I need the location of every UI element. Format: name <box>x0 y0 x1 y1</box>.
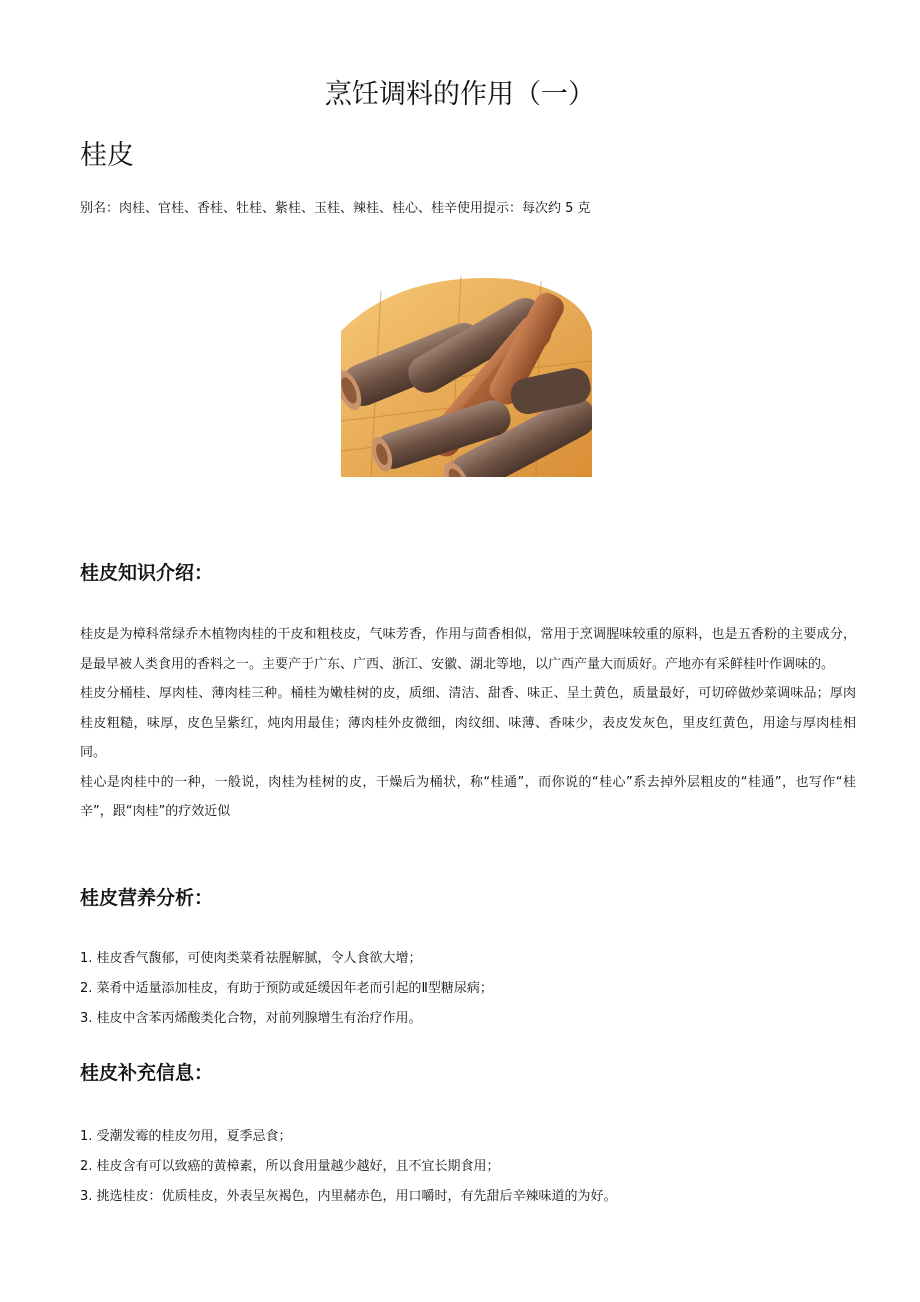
list-item: 2. 菜肴中适量添加桂皮，有助于预防或延缓因年老而引起的Ⅱ型糖尿病； <box>80 981 493 996</box>
intro-paragraph: 桂皮分桶桂、厚肉桂、薄肉桂三种。桶桂为嫩桂树的皮，质细、清洁、甜香、味正、呈土黄色，质量最好，可切碎做炒菜调味品；厚肉桂皮粗糙，味厚，皮色呈紫红，炖肉用最佳；薄肉桂外皮微细，肉纹细、味薄、香味少，表皮发灰色，里皮红黄色，用途与厚肉桂相同。 <box>80 686 856 760</box>
main-heading: 桂皮 <box>80 140 134 171</box>
list-item: 2. 桂皮含有可以致癌的黄樟素，所以食用量越少越好，且不宜长期食用； <box>80 1159 500 1174</box>
intro-paragraph: 桂皮是为樟科常绿乔木植物肉桂的干皮和粗枝皮，气味芳香，作用与茴香相似，常用于烹调腥味较重的原料，也是五香粉的主要成分，是最早被人类食用的香料之一。主要产于广东、广西、浙江、安徽、湖北等地，以广西产量大而质好。产地亦有采鲜桂叶作调味的。 <box>80 627 856 672</box>
intro-heading: 桂皮知识介绍： <box>80 562 214 584</box>
list-item: 3. 桂皮中含苯丙烯酸类化合物，对前列腺增生有治疗作用。 <box>80 1011 422 1026</box>
supplement-heading: 桂皮补充信息： <box>80 1062 214 1084</box>
list-item: 1. 桂皮香气馥郁，可使肉类菜肴祛腥解腻，令人食欲大增； <box>80 951 422 966</box>
list-item: 3. 挑选桂皮：优质桂皮，外表呈灰褐色，内里赭赤色，用口嚼时，有先甜后辛辣味道的为好。 <box>80 1189 617 1204</box>
list-item: 1. 受潮发霉的桂皮勿用，夏季忌食； <box>80 1129 292 1144</box>
page-title: 烹饪调料的作用（一） <box>325 79 595 110</box>
alias-line: 别名：肉桂、官桂、香桂、牡桂、紫桂、玉桂、辣桂、桂心、桂辛使用提示：每次约 5 克 <box>80 201 591 216</box>
nutrition-list <box>80 944 850 1034</box>
intro-text <box>80 620 856 827</box>
supplement-list <box>80 1122 850 1212</box>
cinnamon-photo <box>341 271 592 477</box>
nutrition-heading: 桂皮营养分析： <box>80 887 214 909</box>
intro-paragraph: 桂心是肉桂中的一种，一般说，肉桂为桂树的皮，干燥后为桶状，称“桂通”，而你说的“桂心”系去掉外层粗皮的“桂通”，也写作“桂辛”，跟“肉桂”的疗效近似 <box>80 774 856 819</box>
